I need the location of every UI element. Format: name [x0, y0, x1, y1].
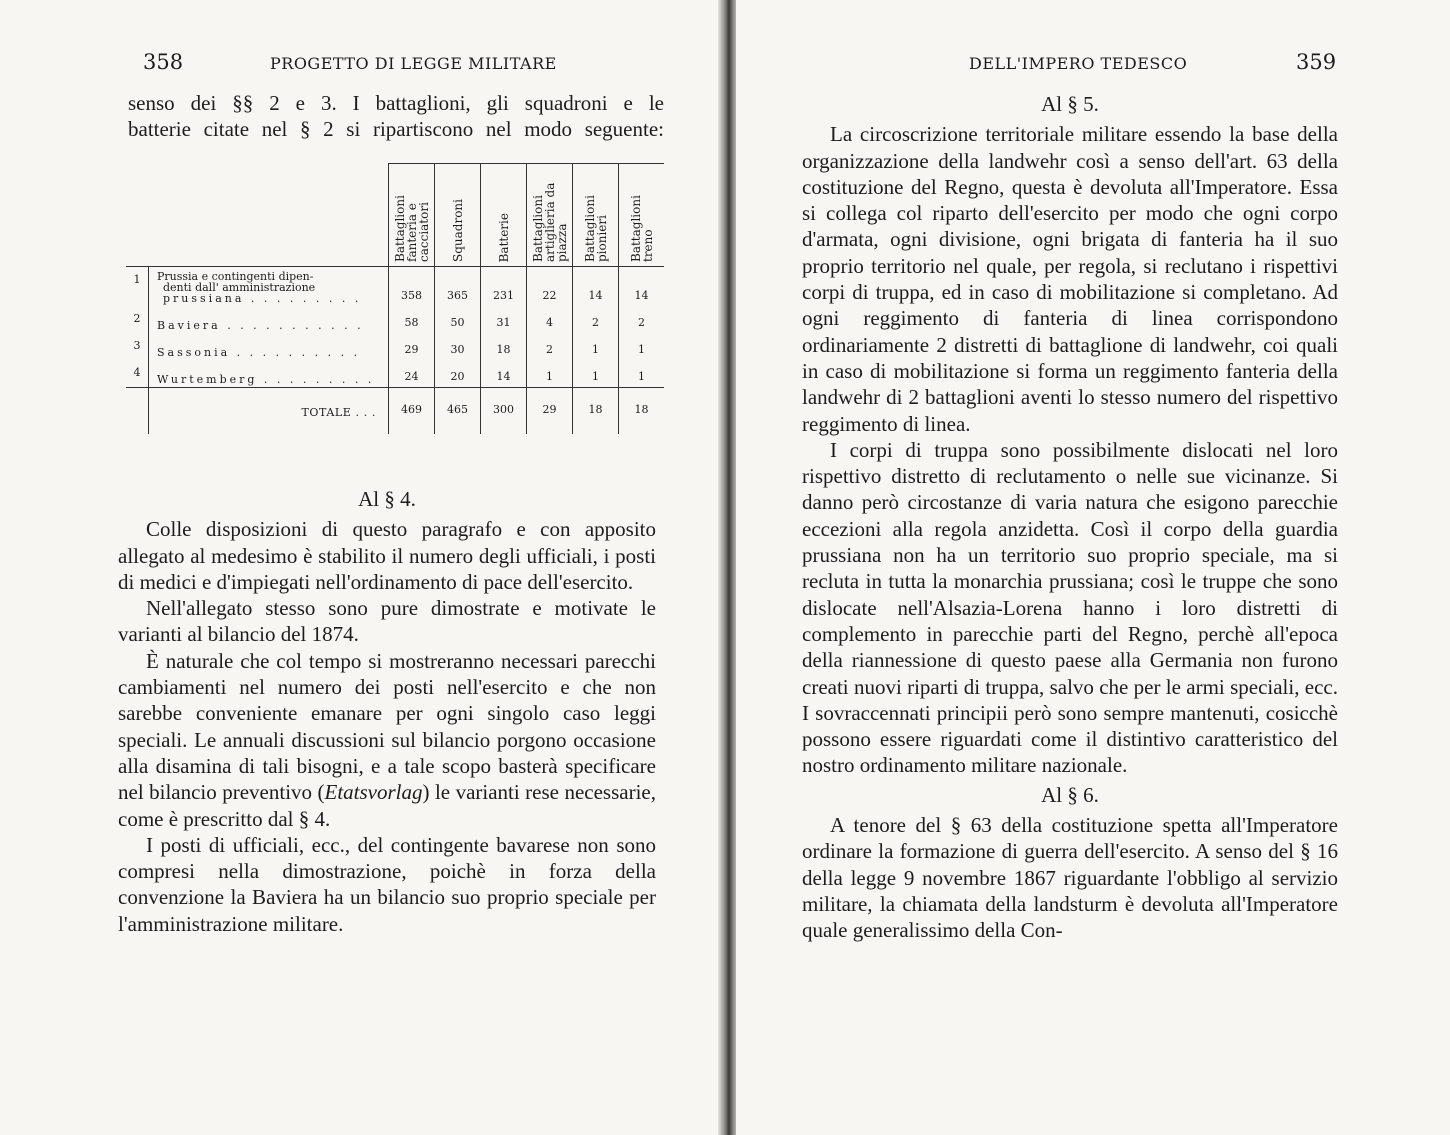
running-head: DELL'IMPERO TEDESCO [969, 54, 1188, 73]
column-header: Battaglioni treno [619, 164, 665, 267]
troop-distribution-table [126, 163, 664, 434]
left-page [0, 0, 722, 1135]
column-header: Squadroni [435, 164, 481, 267]
page-number: 359 [1296, 50, 1337, 74]
table-total-row: TOTALE . . . 469 465 300 29 18 18 [126, 388, 664, 435]
section-heading: Al § 5. [1041, 92, 1099, 116]
intro-line: batterie citate nel § 2 si ripartiscono nel modo seguente: [128, 117, 664, 142]
paragraph: I corpi di truppa sono possibilmente dislocati nel loro rispettivo distretto di reclutamento o nelle sue vicinanze. Si danno però circostanze di varia natura che esigono parecchie eccezioni alla regola anzidetta. Così il corpo della guardia prussiana non ha un territorio suo proprio speciale, ma si recluta in tutta la monarchia prussiana; così le truppe che sono dislocate nell'Alsazia-Lorena hanno i loro distretti di complemento in parecchie parti del Regno, perchè all'epoca della riannessione di questo paese alla Germania non furono creati nuovi riparti di truppa, salvo che per le armi speciali, ecc. I sovraccennati principii però sono sempre mantenuti, cosicchè possono essere riguardati come il distintivo caratteristico del nostro ordinamento militare nazionale. [802, 437, 1338, 778]
paragraph: È naturale che col tempo si mostreranno necessari parecchi cambiamenti nel numero dei posti nell'esercito e che non sarebbe conveniente emanare per ogni singolo caso leggi speciali. Le annuali discussioni sul bilancio porgono occasione alla disamina di tali bisogni, e a tale scopo basterà specificare nel bilancio preventivo (Etatsvorlag) le varianti rese necessarie, come è prescritto dal § 4. [118, 648, 656, 831]
table-row: 2 Baviera . . . . . . . . . . . 58 50 31 4 2 2 [126, 306, 664, 333]
intro-line: senso dei §§ 2 e 3. I battaglioni, gli squadroni e le [128, 91, 664, 115]
section-heading: Al § 4. [358, 487, 416, 511]
emphasis: Etatsvorlag [324, 780, 423, 805]
table-row: 3 Sassonia . . . . . . . . . . 29 30 18 2 1 1 [126, 333, 664, 360]
paragraph: La circoscrizione territoriale militare essendo la base della organizzazione della landwehr così a senso dell'art. 63 della costituzione del Regno, questa è devoluta all'Imperatore. Essa si collega col riparto dell'esercito per modo che ogni corpo d'armata, ogni divisione, ogni brigata di fanteria ha il suo proprio territorio nel quale, per regola, si reclutano i rispettivi corpi di truppa, ed in caso di mobilitazione si completano. Ad ogni reggimento di fanteria di linea corrispondono ordinariamente 2 distretti di battaglione di landwehr, coi quali in caso di mobilitazione si forma un reggimento fanteria della landwehr di 2 battaglioni aventi lo stesso numero del rispettivo reggimento di linea. [802, 122, 1338, 436]
intro-text [128, 90, 664, 143]
column-header: Battaglioni artiglieria da piazza [527, 164, 573, 267]
left-body-text [118, 483, 656, 937]
running-head: PROGETTO DI LEGGE MILITARE [270, 54, 557, 73]
paragraph: Nell'allegato stesso sono pure dimostrate e motivate le varianti al bilancio del 1874. [118, 596, 656, 647]
right-body-text [802, 88, 1338, 944]
table-row: 1 Prussia e contingenti dipen- denti dall' amministrazione prussiana . . . . . . . . . 358 365 231 22 14 14 [126, 267, 664, 307]
table-header-blank [126, 164, 389, 267]
column-header: Batterie [481, 164, 527, 267]
paragraph: A tenore del § 63 della costituzione spetta all'Imperatore ordinare la formazione di guerra dell'esercito. A senso del § 16 della legge 9 novembre 1867 riguardante l'obbligo al servizio militare, la chiamata della landsturm è devoluta all'Imperatore quale generalissimo della Con- [802, 813, 1338, 943]
section-heading: Al § 6. [1041, 782, 1099, 807]
paragraph: Colle disposizioni di questo paragrafo e con apposito allegato al medesimo è stabilito il numero degli ufficiali, i posti di medici e d'impiegati nell'ordinamento di pace dell'esercito. [118, 517, 656, 594]
paragraph: I posti di ufficiali, ecc., del contingente bavarese non sono compresi nella dimostrazione, poichè in forza della convenzione la Baviera ha un bilancio suo proprio speciale per l'amministrazione militare. [118, 832, 656, 936]
column-header: Battaglioni fanteria e cacciatori [389, 164, 435, 267]
column-header: Battaglioni pionieri [573, 164, 619, 267]
page-number: 358 [143, 50, 184, 74]
table-row: 4 Wurtemberg . . . . . . . . . 24 20 14 1 1 1 [126, 360, 664, 388]
right-page [736, 0, 1450, 1135]
